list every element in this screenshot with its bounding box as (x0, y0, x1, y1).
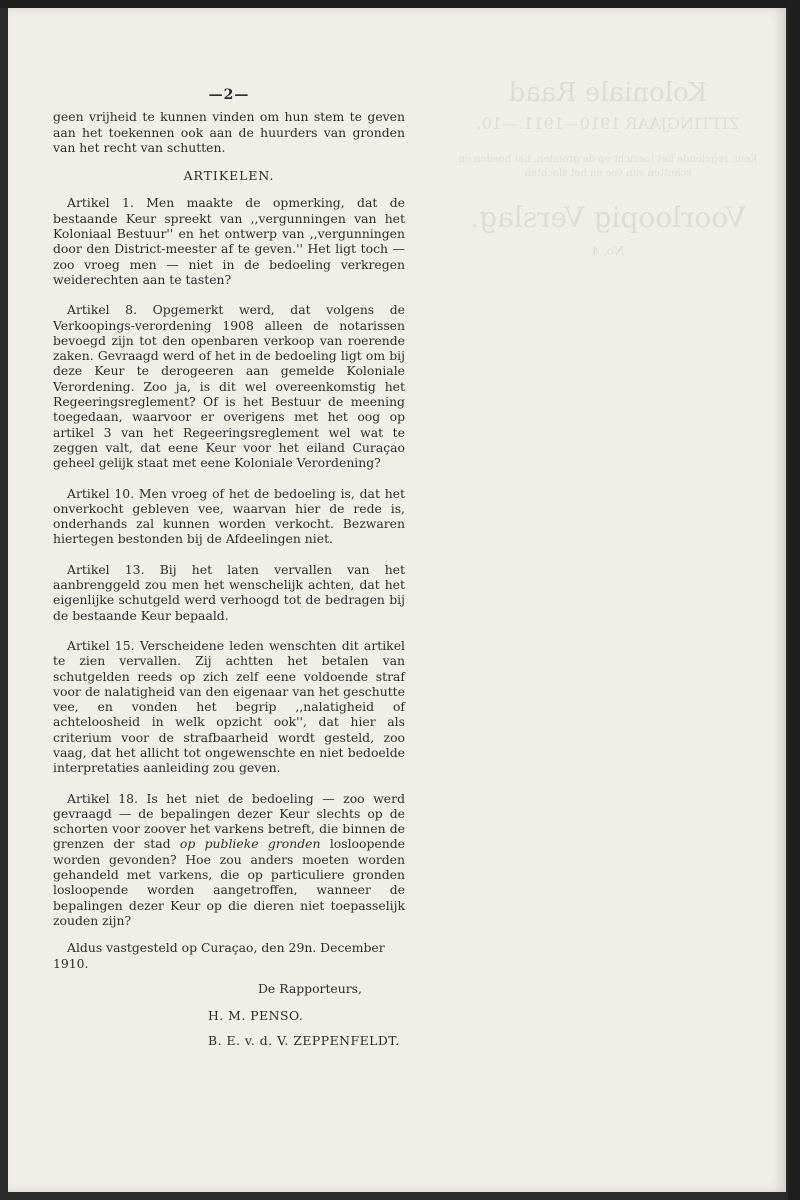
article-1-paragraph: Artikel 1. Men maakte de opmerking, dat de bestaande Keur spreekt van ,,vergunningen van het Koloniaal Bestuur'' en het ontwerp van ,,vergunningen door den District-meester af te geven.'' Het ligt toch — zoo vroeg men — niet in de bedoeling verkregen weiderechten aan te tasten? (53, 195, 405, 287)
intro-paragraph: geen vrijheid te kunnen vinden om hun stem te geven aan het toekennen ook aan de huurders van gronden van het recht van schutten. (53, 109, 405, 155)
bleed-line-5: No. 4 (591, 244, 625, 258)
scan-border-top (0, 0, 800, 8)
article-18-paragraph (53, 791, 405, 929)
article-8-paragraph: Artikel 8. Opgemerkt werd, dat volgens de Verkoopings-verordening 1908 alleen de notarissen bevoegd zijn tot den openbaren verkoop van roerende zaken. Gevraagd werd of het in de bedoeling ligt om bij deze Keur te derogeeren aan gemelde Koloniale Verordening. Zoo ja, is dit wel overeenkomstig het Regeeringsreglement? Of is het Bestuur de meening toegedaan, waarvoor er overigens met het oog op artikel 3 van het Regeeringsreglement wel wat te zeggen valt, dat eene Keur voor het eiland Curaçao geheel gelijk staat met eene Koloniale Verordening? (53, 302, 405, 471)
article-18-text-a: Artikel 18. Is het niet de bedoeling — zoo werd gevraagd — de bepalingen dezer Keur slechts op de schorten voor zoover het varkens betreft, die binnen de grenzen der stad (53, 790, 405, 852)
signatory-2: B. E. v. d. V. ZEPPENFELDT. (208, 1033, 400, 1049)
reverse-side-bleed-through (438, 78, 778, 258)
bleed-line-4: Voorloopig Verslag. (470, 201, 746, 234)
article-18-emphasis: op publieke gronden (179, 836, 321, 852)
section-heading: ARTIKELEN. (183, 168, 275, 184)
article-15-paragraph: Artikel 15. Verscheidene leden wenschten dit artikel te zien vervallen. Zij achtten het betalen van schutgelden reeds op zich zelf eene voldoende straf voor de nalatigheid van den eigenaar van het geschutte vee, en vonden het begrip ,,nalatigheid of achteloosheid in welk opzicht ook'', dat hier als criterium voor de strafbaarheid wordt gesteld, zoo vaag, dat het allicht tot ongewenschte en niet bedoelde interpretaties aanleiding zou geven. (53, 637, 405, 776)
bleed-line-2: ZITTINGJAAR 1910—1911.—10. (476, 114, 740, 133)
bleed-line-1: Koloniale Raad (508, 78, 708, 108)
scan-border-right (788, 0, 800, 1200)
article-18-text-b: losloopende worden gevonden? Hoe zou anders moeten worden gehandeld met varkens, die op particuliere gronden losloopende worden aangetroffen, wanneer de bepalingen dezer Keur op die dieren niet toepasselijk zouden zijn? (53, 836, 405, 928)
page-number: —2— (208, 87, 250, 103)
bleed-line-3: Keur, regelende het toezicht op de gronden, het hoeden en schutten van vee en het slachten (458, 154, 758, 179)
closing-line: Aldus vastgesteld op Curaçao, den 29n. December 1910. (53, 940, 385, 971)
signatures-label: De Rapporteurs, (258, 980, 362, 996)
document-page (8, 8, 786, 1192)
article-10-paragraph: Artikel 10. Men vroeg of het de bedoeling is, dat het onverkocht gebleven vee, waarvan hier de rede is, onderhands zal kunnen worden verkocht. Bezwaren hiertegen bestonden bij de Afdeelingen niet. (53, 485, 405, 547)
text-column (53, 88, 405, 1049)
article-13-paragraph: Artikel 13. Bij het laten vervallen van het aanbrenggeld zou men het wenschelijk achten, dat het eigenlijke schutgeld werd verhoogd tot de bedragen bij de bestaande Keur bepaald. (53, 561, 405, 623)
signatory-1: H. M. PENSO. (208, 1008, 304, 1024)
